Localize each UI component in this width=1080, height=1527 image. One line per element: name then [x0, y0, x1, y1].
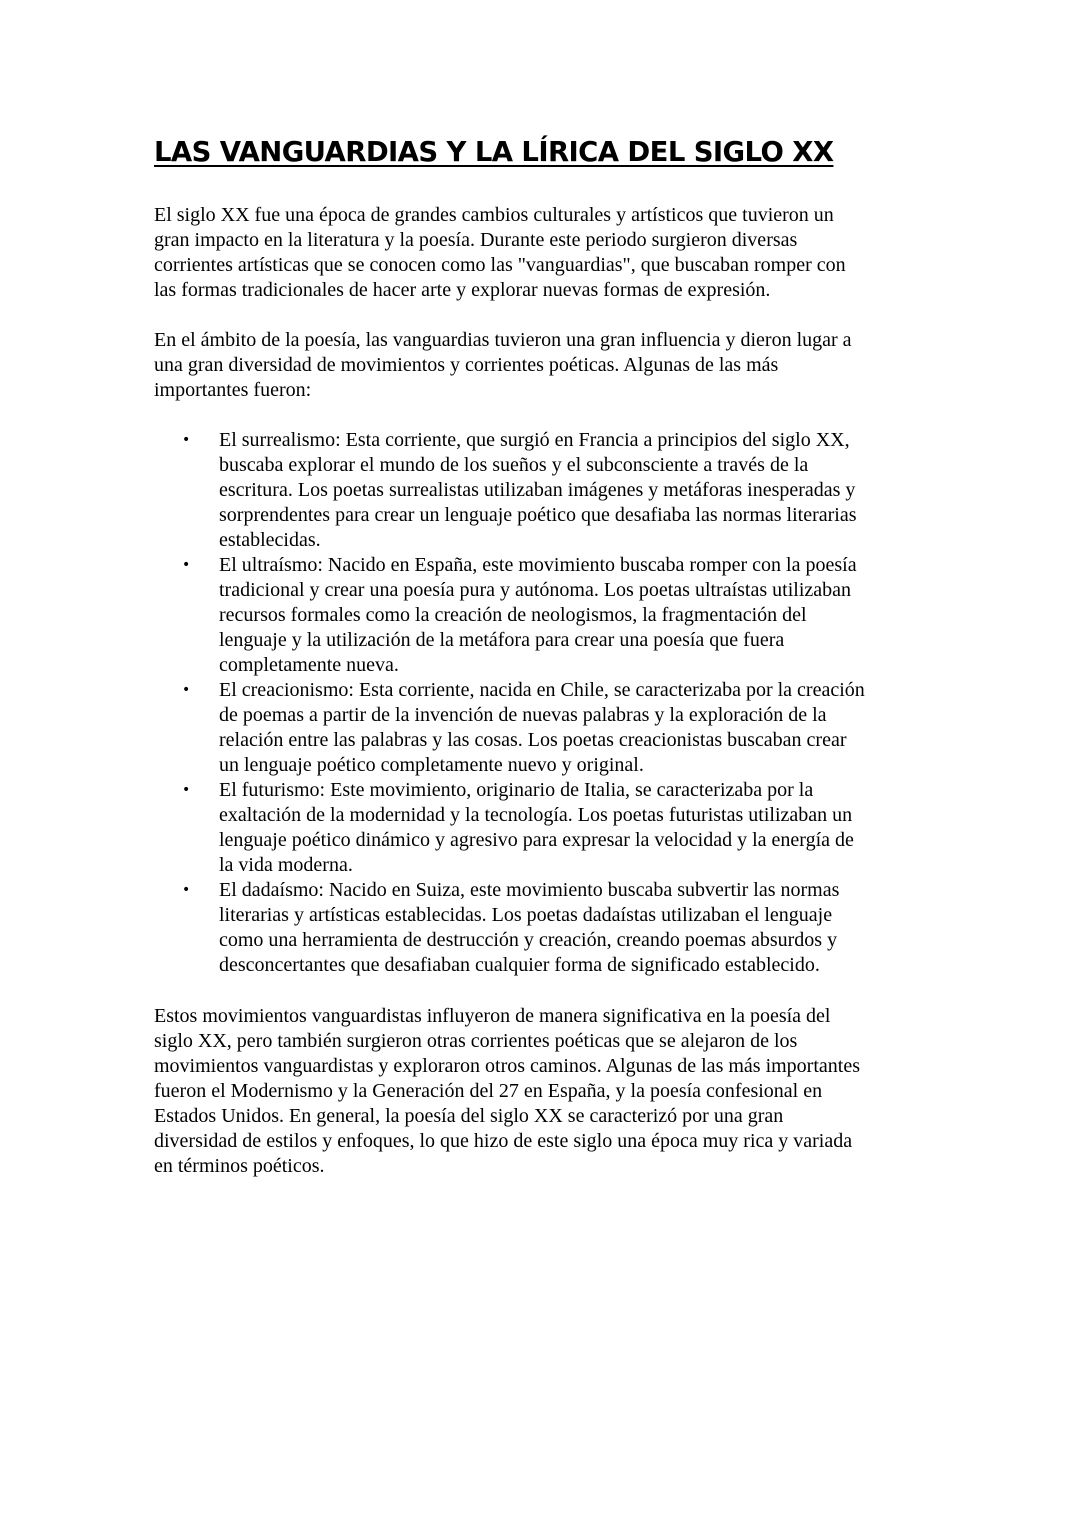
paragraph-line: fueron el Modernismo y la Generación del 27 en España, y la poesía confesional en [154, 1080, 823, 1102]
list-item-line: lenguaje poético dinámico y agresivo para expresar la velocidad y la energía de [219, 829, 854, 851]
list-item-line: El surrealismo: Esta corriente, que surgió en Francia a principios del siglo XX, [219, 429, 850, 451]
paragraph-line: gran impacto en la literatura y la poesía. Durante este periodo surgieron diversas [154, 229, 798, 251]
bullet-icon: • [182, 682, 191, 698]
paragraph-line: en términos poéticos. [154, 1155, 325, 1177]
bullet-icon: • [182, 432, 191, 448]
paragraph-line: importantes fueron: [154, 379, 312, 401]
list-item-ultraismo [154, 553, 934, 678]
poetry-paragraph [154, 328, 934, 403]
list-item-line: El futurismo: Este movimiento, originario de Italia, se caracterizaba por la [219, 779, 814, 801]
list-item-line: recursos formales como la creación de neologismos, la fragmentación del [219, 604, 807, 626]
list-item-futurismo [154, 778, 934, 878]
list-item-line: la vida moderna. [219, 854, 353, 876]
bullet-icon: • [182, 557, 191, 573]
list-item-line: buscaba explorar el mundo de los sueños y el subconsciente a través de la [219, 454, 809, 476]
list-item-line: como una herramienta de destrucción y creación, creando poemas absurdos y [219, 929, 838, 951]
list-item-line: exaltación de la modernidad y la tecnología. Los poetas futuristas utilizaban un [219, 804, 853, 826]
paragraph-line: diversidad de estilos y enfoques, lo que hizo de este siglo una época muy rica y variada [154, 1130, 853, 1152]
intro-paragraph [154, 203, 934, 303]
list-item-line: sorprendentes para crear un lenguaje poético que desafiaba las normas literarias [219, 504, 857, 526]
list-item-line: El ultraísmo: Nacido en España, este movimiento buscaba romper con la poesía [219, 554, 857, 576]
list-item-line: de poemas a partir de la invención de nuevas palabras y la exploración de la [219, 704, 827, 726]
paragraph-line: las formas tradicionales de hacer arte y explorar nuevas formas de expresión. [154, 279, 771, 301]
list-item-line: lenguaje y la utilización de la metáfora para crear una poesía que fuera [219, 629, 785, 651]
list-item-creacionismo [154, 678, 934, 778]
movements-list [154, 428, 934, 978]
list-item-line: El creacionismo: Esta corriente, nacida en Chile, se caracterizaba por la creación [219, 679, 865, 701]
list-item-surrealismo [154, 428, 934, 553]
paragraph-line: Estos movimientos vanguardistas influyeron de manera significativa en la poesía del [154, 1005, 831, 1027]
list-item-line: un lenguaje poético completamente nuevo y original. [219, 754, 644, 776]
list-item-line: literarias y artísticas establecidas. Los poetas dadaístas utilizaban el lenguaje [219, 904, 833, 926]
list-item-line: completamente nueva. [219, 654, 399, 676]
conclusion-paragraph [154, 1004, 934, 1179]
list-item-line: escritura. Los poetas surrealistas utilizaban imágenes y metáforas inesperadas y [219, 479, 856, 501]
paragraph-line: movimientos vanguardistas y exploraron otros caminos. Algunas de las más importantes [154, 1055, 860, 1077]
paragraph-line: corrientes artísticas que se conocen como las "vanguardias", que buscaban romper con [154, 254, 846, 276]
page-title: LAS VANGUARDIAS Y LA LÍRICA DEL SIGLO XX [154, 136, 834, 168]
paragraph-line: En el ámbito de la poesía, las vanguardias tuvieron una gran influencia y dieron lugar a [154, 329, 852, 351]
list-item-line: desconcertantes que desafiaban cualquier forma de significado establecido. [219, 954, 820, 976]
paragraph-line: siglo XX, pero también surgieron otras corrientes poéticas que se alejaron de los [154, 1030, 798, 1052]
bullet-icon: • [182, 882, 191, 898]
list-item-line: relación entre las palabras y las cosas. Los poetas creacionistas buscaban crear [219, 729, 847, 751]
paragraph-line: Estados Unidos. En general, la poesía del siglo XX se caracterizó por una gran [154, 1105, 784, 1127]
paragraph-line: una gran diversidad de movimientos y corrientes poéticas. Algunas de las más [154, 354, 779, 376]
paragraph-line: El siglo XX fue una época de grandes cambios culturales y artísticos que tuvieron un [154, 204, 834, 226]
list-item-line: establecidas. [219, 529, 321, 551]
list-item-line: El dadaísmo: Nacido en Suiza, este movimiento buscaba subvertir las normas [219, 879, 840, 901]
bullet-icon: • [182, 782, 191, 798]
list-item-dadaismo [154, 878, 934, 978]
list-item-line: tradicional y crear una poesía pura y autónoma. Los poetas ultraístas utilizaban [219, 579, 852, 601]
